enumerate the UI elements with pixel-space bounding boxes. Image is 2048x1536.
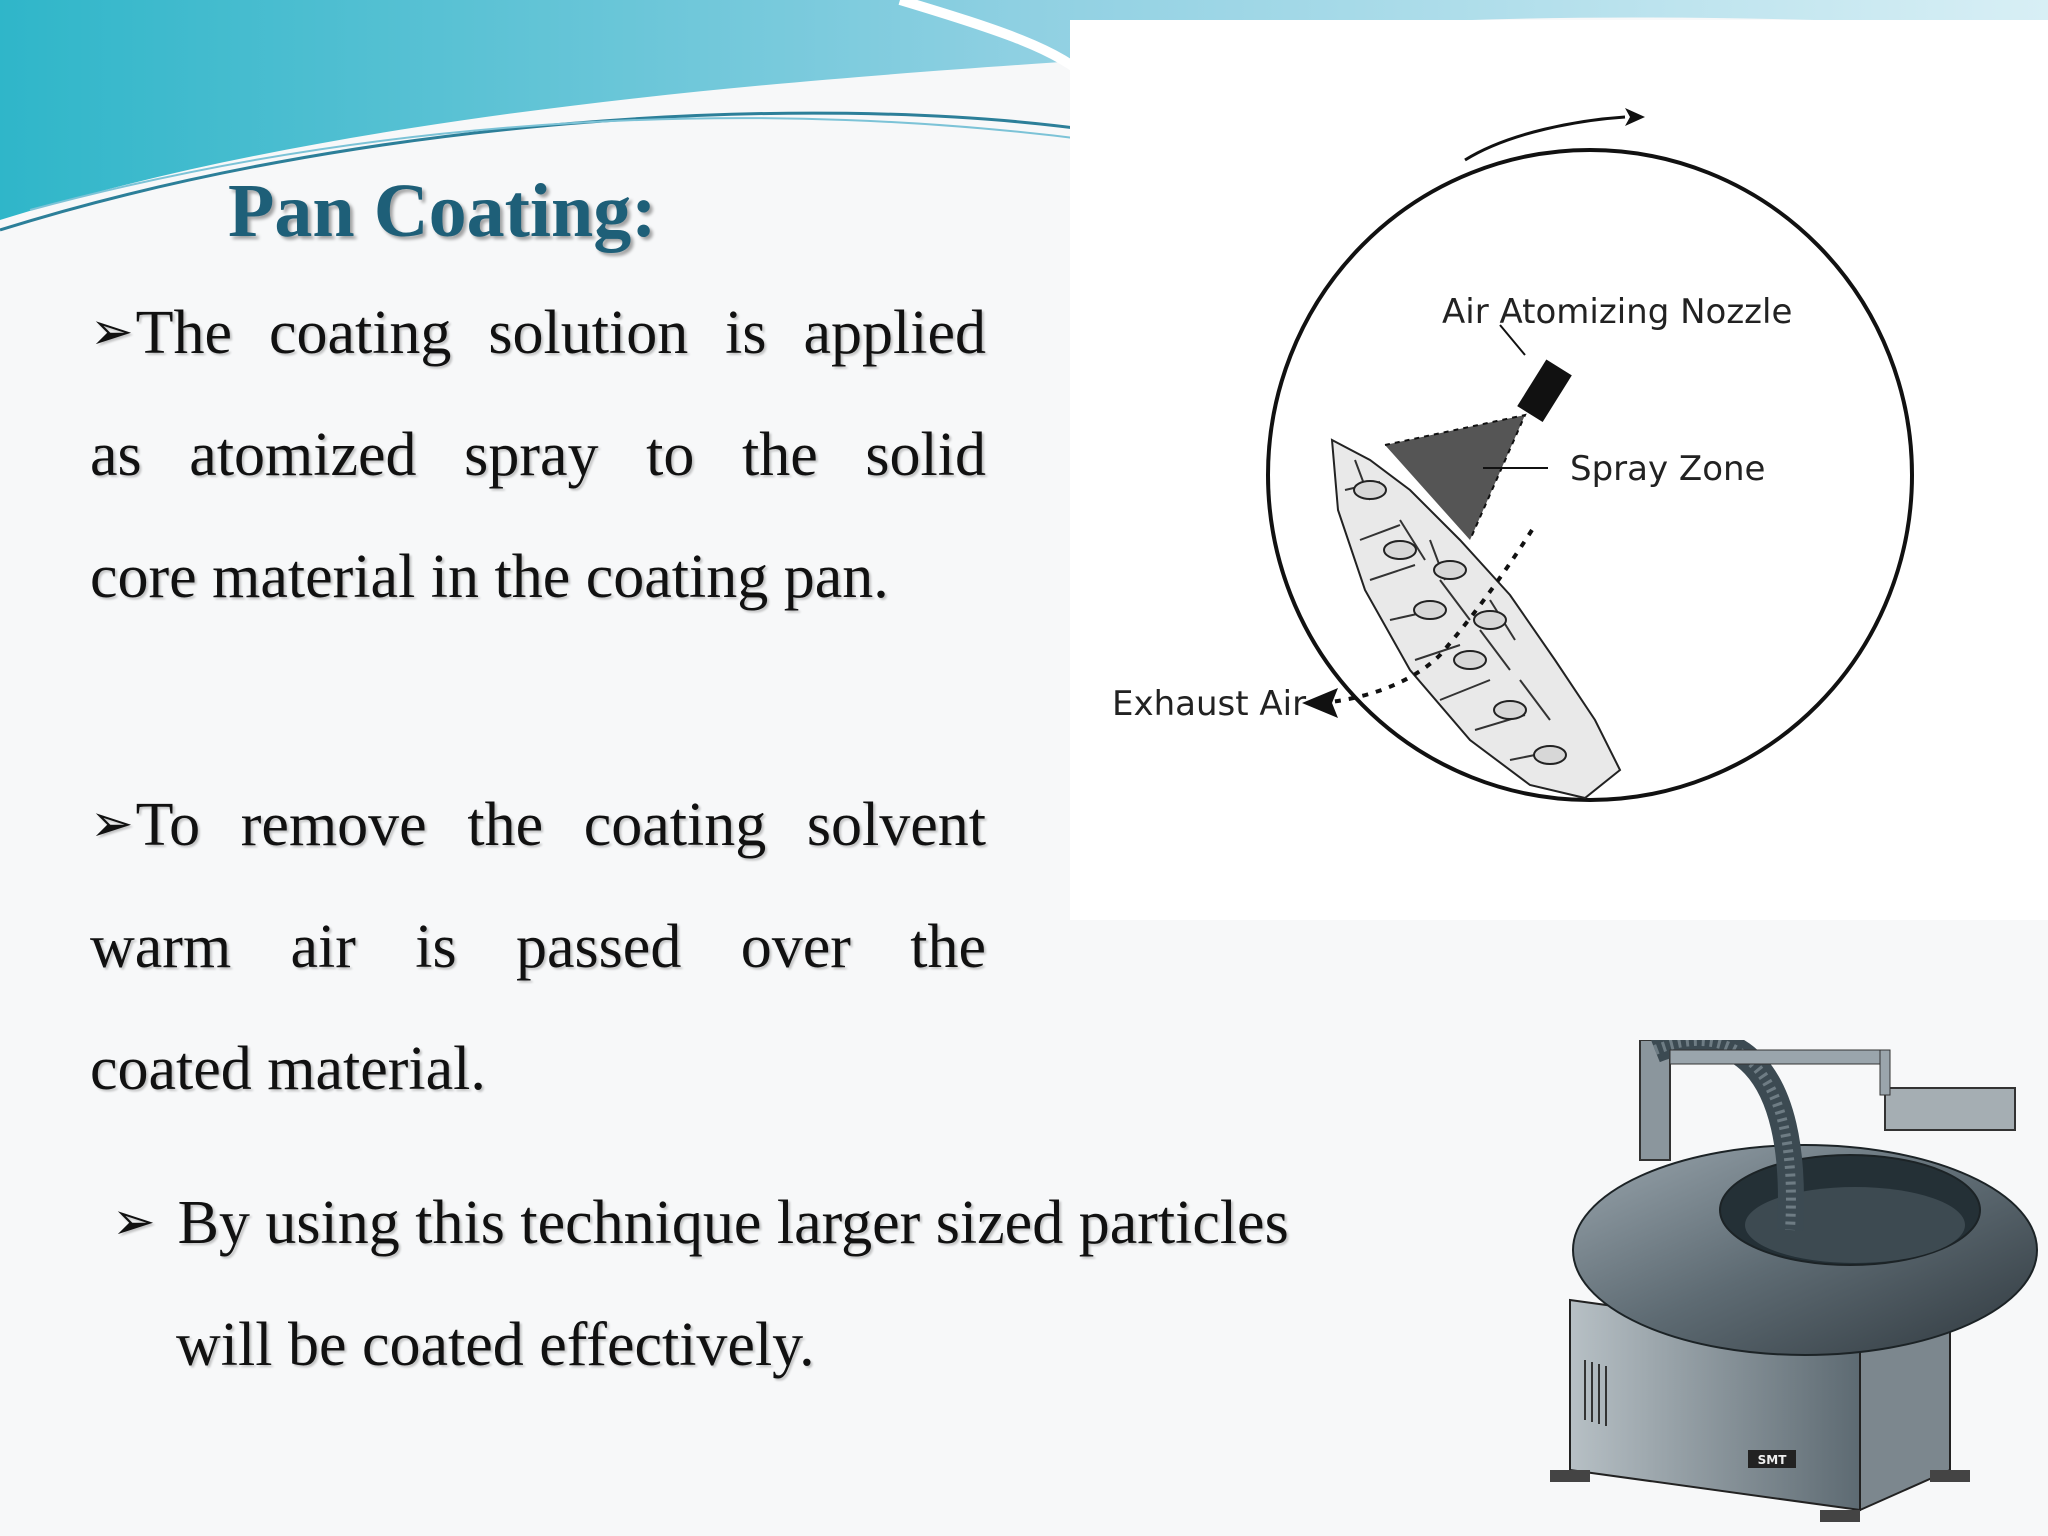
- pan-coating-diagram: [1070, 20, 2048, 920]
- bullet-2-line-1: To remove the coating solvent: [135, 791, 986, 859]
- bullet-arrow-icon: ➢: [90, 304, 134, 361]
- bullet-3-line-2: will be coated effectively.: [176, 1311, 815, 1379]
- bullet-3-line-1: By using this technique larger sized particles: [177, 1189, 1289, 1257]
- bullet-arrow-icon: ➢: [90, 796, 134, 853]
- bullet-1-line-1: The coating solution is applied: [135, 299, 986, 367]
- bullet-2-line-2: warm air is passed over the: [90, 913, 986, 981]
- bullet-2: [90, 790, 986, 1130]
- bullet-3: [112, 1188, 1412, 1418]
- bullet-2-line-3: coated material.: [90, 1035, 486, 1103]
- spray-zone-label: Spray Zone: [1570, 449, 1766, 489]
- slide-title: Pan Coating:: [228, 169, 657, 253]
- exhaust-arrow-icon: [1302, 688, 1338, 718]
- svg-text:SMT: SMT: [1757, 1453, 1787, 1467]
- exhaust-label: Exhaust Air: [1112, 684, 1307, 724]
- nozzle-label: Air Atomizing Nozzle: [1442, 292, 1793, 332]
- coating-pan-machine-image: [1530, 1040, 2040, 1536]
- bullet-1-line-3: core material in the coating pan.: [90, 543, 889, 611]
- nozzle-icon: [1517, 360, 1572, 423]
- rotation-arrowhead-icon: [1625, 108, 1645, 126]
- bullet-1: [90, 298, 986, 638]
- pan-diagram-svg: [1070, 20, 2048, 920]
- bullet-arrow-icon: ➢: [112, 1194, 156, 1251]
- bullet-1-line-2: as atomized spray to the solid: [90, 421, 986, 489]
